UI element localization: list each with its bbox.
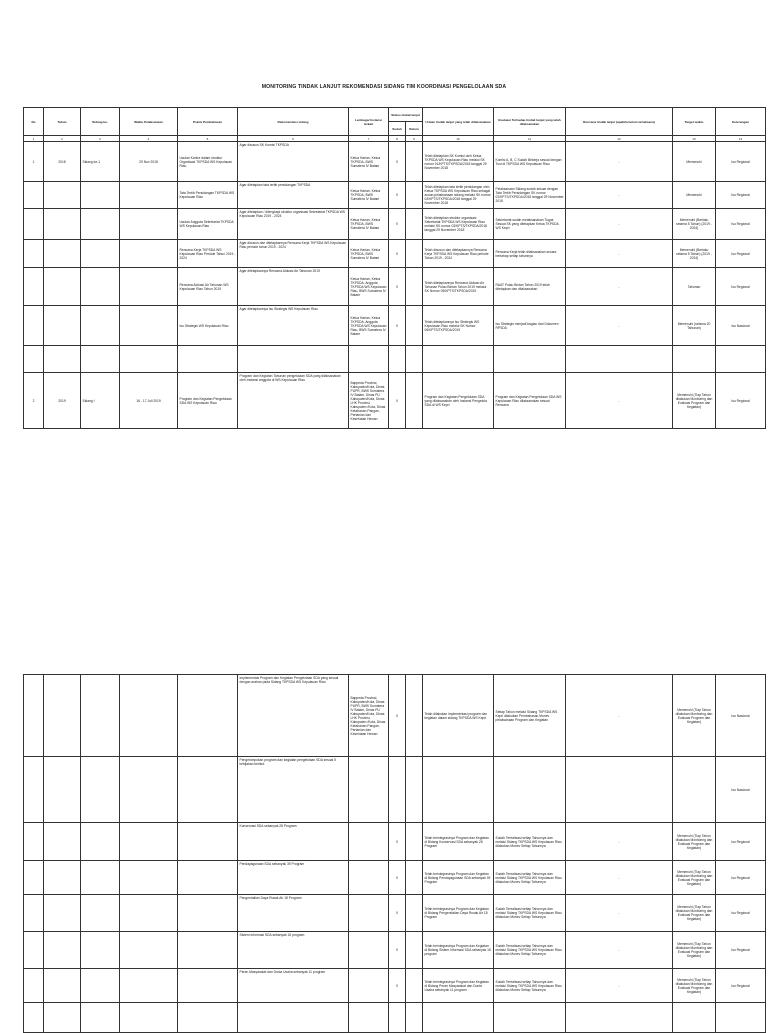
table-cell (24, 757, 44, 823)
header-target: Target waktu (673, 108, 716, 136)
table-cell (81, 182, 120, 209)
table-cell: Memenuhi (Berlaku selama 5 Tahun) (2019 - 2024) (673, 209, 716, 240)
table-cell: V (389, 268, 406, 306)
header-belum: Belum (406, 122, 423, 136)
table-cell (238, 1003, 349, 1033)
table-cell (406, 142, 423, 182)
table-cell (349, 895, 389, 932)
table-row (24, 861, 766, 895)
table-cell: Pengendalian Daya Rusak Air 18 Program (238, 895, 349, 932)
table-cell (44, 1003, 81, 1033)
table-cell (494, 346, 566, 373)
table-cell (120, 182, 178, 209)
table-cell: Memenuhi (Tiap Tahun dilakukan Monitoring dan Evaluasi Program dan Kegiatan) (673, 861, 716, 895)
table-cell (406, 209, 423, 240)
table-cell (716, 1003, 766, 1033)
table-cell: Agar ditetapkannya Isu Strategis WS Kepulauan Riau (238, 306, 349, 346)
table-cell (44, 823, 81, 861)
table-cell: Isu Regional (716, 268, 766, 306)
col-number: 14 (716, 136, 766, 142)
table-cell (24, 969, 44, 1003)
table-cell: Isu Regional (716, 861, 766, 895)
table-cell: Isu Regional (716, 240, 766, 268)
table-row (24, 209, 766, 240)
table-cell (81, 346, 120, 373)
header-tahun: Tahun (44, 108, 81, 136)
table-cell: Program dan Kegiatan Pengelolaan SDA WS Kepulauan Riau (178, 373, 238, 429)
table-cell: Bappeda Provinsi, Kabupaten/Kota, Dinas PUPR, BWS Sumatera IV Batam, Dinas PU Kabupaten/Kota, Dinas LHK Provinsi, Kabupaten /Kota, Dinas Ketahanan Pangan, Pertanian dan Kesehatan Hewan (349, 675, 389, 757)
table-cell: 2 (24, 373, 44, 429)
table-cell: Sudah Terealisasi setiap Tahunnya dan melalui Sidang TKPSDA WS Kepulauan Riau dilakukan Monev Setiap Tahunnya (494, 823, 566, 861)
table-cell: Agar disusun dan ditetapkannya Rencana Kerja TKPSDA WS Kepulauan Riau periode tahun 2019 - 2024 (238, 240, 349, 268)
table-cell: Sidang I (81, 373, 120, 429)
table-row (24, 240, 766, 268)
table-cell (24, 268, 44, 306)
table-cell: V (389, 895, 406, 932)
table-cell (423, 757, 494, 823)
table-row (24, 932, 766, 969)
table-cell: Ketua Harian, Ketua TKPSDA, BWS Sumatera IV Batam (349, 182, 389, 209)
table-cell: Telah terintegrasinya Program dan Kegiatan di Bidang Sistem Informasi SDA sebanyak 16 program (423, 932, 494, 969)
table-cell: Komisi A, B, C Sudah Bekerja sesuai dengan Tusi di TKPSDA WS Kepulauan Riau (494, 142, 566, 182)
table-cell (81, 757, 120, 823)
table-cell: Pendayagunaan SDA sebanyak 39 Program (238, 861, 349, 895)
table-cell: Rencana Kerja telah dilaksanakan secara bertahap setiap tahunnya (494, 240, 566, 268)
table-cell (120, 823, 178, 861)
table-cell (120, 268, 178, 306)
table-cell (44, 861, 81, 895)
table-cell: V (389, 182, 406, 209)
table-cell: - (566, 861, 673, 895)
table-cell (81, 895, 120, 932)
table-cell (178, 675, 238, 757)
table-cell (120, 895, 178, 932)
table-cell: Sudah Terealisasi setiap Tahunnya dan melalui Sidang TKPSDA WS Kepulauan Riau dilakukan Monev Setiap Tahunnya (494, 861, 566, 895)
table-cell (44, 969, 81, 1003)
table-cell: 2018 (44, 142, 81, 182)
table-cell (406, 823, 423, 861)
table-cell: Telah terintegrasinya Program dan Kegiatan di Bidang Peran Masyarakat dan Dunia Usaha sebanyak 11 program (423, 969, 494, 1003)
table-row (24, 182, 766, 209)
table-cell: Isu Nasional (716, 306, 766, 346)
table-cell: Sudah Terealisasi setiap Tahunnya dan melalui Sidang TKPSDA WS Kepulauan Riau dilakukan Monev Setiap Tahunnya (494, 969, 566, 1003)
table-cell: Memenuhi (Tiap Tahun dilakukan Monitoring dan Evaluasi Program dan Kegiatan) (673, 675, 716, 757)
table-row (24, 757, 766, 823)
header-status: Status tindak lanjut (389, 108, 423, 122)
header-lembaga: Lembaga/ Instansi terkait (349, 108, 389, 136)
table-cell: Tahunan (673, 268, 716, 306)
table-cell (120, 240, 178, 268)
table-cell (24, 240, 44, 268)
table-cell (24, 1003, 44, 1033)
table-cell: - (566, 675, 673, 757)
table-cell (120, 675, 178, 757)
table-cell (349, 969, 389, 1003)
table-cell (24, 346, 44, 373)
table-cell (406, 1003, 423, 1033)
table-cell: Isu Regional (716, 932, 766, 969)
table-cell (120, 346, 178, 373)
table-cell: Sudah Terealisasi setiap Tahunnya dan melalui Sidang TKPSDA WS Kepulauan Riau dilakukan Monev Setiap Tahunnya (494, 895, 566, 932)
table-cell (406, 895, 423, 932)
table-cell: - (566, 373, 673, 429)
header-keterangan: Keterangan (716, 108, 766, 136)
table-cell (389, 757, 406, 823)
table-cell (120, 969, 178, 1003)
table-row (24, 969, 766, 1003)
table-cell: - (566, 932, 673, 969)
table-row (24, 1003, 766, 1033)
table-cell: Bappeda Provinsi, Kabupaten/Kota, Dinas PUPR, BWS Sumatera IV Batam, Dinas PU Kabupaten/Kota, Dinas LHK Provinsi, Kabupaten /Kota, Dinas Ketahanan Pangan, Pertanian dan Kesehatan Hewan (349, 373, 389, 429)
table-cell: Memenuhi (Tiap Tahun dilakukan Monitoring dan Evaluasi Program dan Kegiatan) (673, 932, 716, 969)
col-number: 6 (238, 136, 349, 142)
table-cell (673, 757, 716, 823)
table-cell (44, 306, 81, 346)
table-cell: Sudah Terealisasi setiap Tahunnya dan melalui Sidang TKPSDA WS Kepulauan Riau dilakukan Monev Setiap Tahunnya (494, 932, 566, 969)
table-cell (81, 675, 120, 757)
table-cell: Memenuhi (673, 182, 716, 209)
table-cell: Rencana Kerja TKPSDA WS Kepulauan Riau Periode Tahun 2019 - 2024 (178, 240, 238, 268)
table-cell: Ketua Harian, Ketua TKPSDA, Anggota TKPSDA WS Kepulauan Riau, BWS Sumatera IV Batam (349, 268, 389, 306)
table-cell (24, 306, 44, 346)
col-number: 2 (44, 136, 81, 142)
table-cell: Rencana Alokasi Air Tahunan WS Kepulauan Riau Tahun 2019 (178, 268, 238, 306)
table-cell (81, 861, 120, 895)
table-cell (24, 182, 44, 209)
table-cell: RAAT Pulau Bintan Tahun 2019 telah ditetapkan dan dilaksanakan (494, 268, 566, 306)
table-cell (44, 675, 81, 757)
table-row (24, 373, 766, 429)
table-cell: Pengelompokan program dan kegiatan pengelolaan SDA sesuai 5 kebijakan berikut (238, 757, 349, 823)
table-cell (44, 895, 81, 932)
table-cell (406, 240, 423, 268)
table-cell: Setiap Tahun melalui Sidang TKPSDA WS Kepri dilakukan Pembahasan Monev pelaksanaan Program dan Kegiatan (494, 675, 566, 757)
table-cell (81, 209, 120, 240)
table-cell: V (389, 240, 406, 268)
table-cell (494, 1003, 566, 1033)
table-cell: Implementasi Program dan Kegiatan Pengelolaan SDA yang sesuai dengan arahan pada Sidang TKPSDA WS Kepulauan Riau (238, 675, 349, 757)
table-cell: 2019 (44, 373, 81, 429)
col-number: 3 (81, 136, 120, 142)
table-cell (406, 373, 423, 429)
table-cell (566, 346, 673, 373)
table-cell: Isu Regional (716, 209, 766, 240)
table-cell (81, 932, 120, 969)
table-cell: Isu Regional (716, 373, 766, 429)
table-cell (24, 209, 44, 240)
table-cell: Isu Regional (716, 182, 766, 209)
table-cell: Program dan Kegiatan Tahunan pengelolaan SDA yang dilaksanakan oleh Instansi anggota di WS Kepulauan Riau (238, 373, 349, 429)
table-cell (24, 675, 44, 757)
table-cell (120, 757, 178, 823)
table-cell: Konservasi SDA sebanyak 28 Program (238, 823, 349, 861)
table-cell (44, 182, 81, 209)
table-row (24, 346, 766, 373)
table-cell: Telah terintegrasinya Program dan Kegiatan di Bidang Konservasi SDA sebanyak 28 Program (423, 823, 494, 861)
table-cell: Agar ditetapkan / dilengkapi struktur organisasi Sekretariat TKPSDA WS Kepulauan Riau 2019 - 2024 (238, 209, 349, 240)
table-cell: - (566, 306, 673, 346)
header-rekomendasi: Rekomendasi sidang (238, 108, 349, 136)
table-cell (81, 240, 120, 268)
table-cell (120, 1003, 178, 1033)
table-cell: V (389, 142, 406, 182)
table-cell (494, 757, 566, 823)
table-cell: Isu Nasional (716, 757, 766, 823)
table-cell: - (566, 895, 673, 932)
table-cell: 16 - 17 Juli 2019 (120, 373, 178, 429)
col-number: 1 (24, 136, 44, 142)
table-cell: Memenuhi (Tiap Tahun dilakukan Monitoring dan Evaluasi Program dan Kegiatan) (673, 895, 716, 932)
table-cell (566, 1003, 673, 1033)
table-cell (406, 675, 423, 757)
col-number: 4 (120, 136, 178, 142)
table-cell: Telah ditetapkan SK Komisi oleh Ketua TKPSDA WS Kepulauan Riau melalui SK nomor 01/KPTS/TKPSDA/2018 tanggal 29 November 2018 (423, 142, 494, 182)
header-rencana: Rencana tindak lanjut (apabila belum terlaksana) (566, 108, 673, 136)
table-cell: Telah ditetapkannya Isu Strategis WS Kepulauan Riau melalui SK Nomor 06/KPTS/TKPSDA/2019 (423, 306, 494, 346)
table-cell: Telah terintegrasinya Program dan Kegiatan di Bidang Pengendalian Daya Rusak Air 18 Program (423, 895, 494, 932)
table-cell (24, 823, 44, 861)
table-cell (44, 757, 81, 823)
col-number: 10 (423, 136, 494, 142)
table-cell (120, 306, 178, 346)
table-cell (120, 209, 178, 240)
table-cell: Memenuhi (Tiap Tahun dilakukan Monitoring dan Evaluasi Program dan Kegiatan) (673, 969, 716, 1003)
table-cell: Isu Regional (716, 969, 766, 1003)
table-cell (716, 346, 766, 373)
table-cell: Memenuhi (selama 20 Tahunan) (673, 306, 716, 346)
table-cell: Ketua Harian, Ketua TKPSDA, Anggota TKPSDA WS Kepulauan Riau, BWS Sumatera IV Batam (349, 306, 389, 346)
table-cell (406, 182, 423, 209)
header-uraian: Uraian tindak lanjut yang telah dilaksanakan (423, 108, 494, 136)
table-row (24, 142, 766, 182)
table-cell (406, 932, 423, 969)
table-row (24, 268, 766, 306)
table-cell (44, 209, 81, 240)
header-evaluasi: Evaluasi Terhadap tindak lanjut yang telah dilaksanakan (494, 108, 566, 136)
table-cell (389, 346, 406, 373)
table-cell: Pelaksanaan Sidang sudah sesuai dengan Tata Tertib Persidangan SK nomor 02/KPTS/TKPSDA/2018 tanggal 29 November 2018 (494, 182, 566, 209)
table-cell: Sidang ke-1 (81, 142, 120, 182)
table-cell: - (566, 240, 673, 268)
table-cell (406, 268, 423, 306)
table-cell: - (566, 209, 673, 240)
table-cell: Peran Masyarakat dan Dunia Usaha sebanyak 11 program (238, 969, 349, 1003)
table-cell (673, 346, 716, 373)
table-cell (24, 861, 44, 895)
header-waktu: Waktu Pelaksanaan (120, 108, 178, 136)
table-cell: Sekretariat sudah melaksanakan Tugas Sesuai SK yang ditetapkan Ketua TKPSDA WS Kepri (494, 209, 566, 240)
header-no: No (24, 108, 44, 136)
table-cell (349, 861, 389, 895)
document-title: MONITORING TINDAK LANJUT REKOMENDASI SIDANG TIM KOORDINASI PENGELOLAAN SDA (261, 84, 507, 90)
table-cell: Ketua Harian, Ketua TKPSDA, BWS Sumatera IV Batam (349, 240, 389, 268)
table-cell: Sistem Informasi SDA sebanyak 16 program (238, 932, 349, 969)
table-cell (178, 895, 238, 932)
table-cell (24, 895, 44, 932)
col-number: 8 (389, 136, 406, 142)
col-number: 12 (566, 136, 673, 142)
table-cell: Isu Regional (716, 823, 766, 861)
table-cell (81, 969, 120, 1003)
table-row (24, 895, 766, 932)
table-cell (178, 861, 238, 895)
table-cell: Program dan Kegiatan Pengelolaan SDA WS Kepulauan Riau dilaksanakan sesuai Rencana (494, 373, 566, 429)
col-number: 5 (178, 136, 238, 142)
table-row (24, 306, 766, 346)
table-cell (238, 346, 349, 373)
table-cell (566, 757, 673, 823)
table-cell: Agar ditetapkan tata tertib persidangan TKPSDA (238, 182, 349, 209)
table-cell: V (389, 373, 406, 429)
col-number: 11 (494, 136, 566, 142)
table-cell (44, 240, 81, 268)
table-cell: Isu Regional (716, 895, 766, 932)
table-cell (81, 268, 120, 306)
table-cell: Ketua Harian, Ketua TKPSDA, BWS Sumatera IV Batam (349, 209, 389, 240)
table-cell (423, 1003, 494, 1033)
table-cell: V (389, 675, 406, 757)
table-cell: Isu Strategis WS Kepulauan Riau (178, 306, 238, 346)
table-cell (44, 932, 81, 969)
table-cell (178, 969, 238, 1003)
table-cell: 29 Nov 2018 (120, 142, 178, 182)
table-cell: V (389, 209, 406, 240)
table-cell: - (566, 969, 673, 1003)
table-cell (423, 346, 494, 373)
table-cell: Agar disusun SK Komisi TKPSDA (238, 142, 349, 182)
table-cell (349, 932, 389, 969)
table-cell: V (389, 306, 406, 346)
table-cell: Program dan Kegiatan Pengelolaan SDA yang dilaksanakan oleh Instansi Pengelola SDA di WS Kepri (423, 373, 494, 429)
table-cell: Agar ditetapkannya Rencana Alokasi Air Tahunan 2019 (238, 268, 349, 306)
col-number: 9 (406, 136, 423, 142)
table-cell (406, 861, 423, 895)
table-cell (24, 932, 44, 969)
monitoring-table-page-2 (23, 674, 766, 1033)
table-cell: Telah ditetapkannya Rencana Alokasi Air Tahunan Pulau Bintan Tahun 2019 melalui SK Nomor 05/KPTS/TKPSDA/2019 (423, 268, 494, 306)
table-cell: V (389, 969, 406, 1003)
table-cell: Telah terintegrasinya Program dan Kegiatan di Bidang Pendayagunaan SDA sebanyak 39 Program (423, 861, 494, 895)
table-cell (44, 268, 81, 306)
table-cell (349, 1003, 389, 1033)
table-cell: - (566, 823, 673, 861)
table-cell: Isu Nasional (716, 675, 766, 757)
table-cell (349, 823, 389, 861)
table-cell (406, 757, 423, 823)
table-cell (178, 823, 238, 861)
table-cell: Telah dilakukan implementasi program dan kegiatan dalam sidang TKPSDA WS Kepri (423, 675, 494, 757)
table-cell (349, 757, 389, 823)
table-cell: V (389, 932, 406, 969)
table-cell (178, 932, 238, 969)
table-cell (673, 1003, 716, 1033)
table-cell: 1 (24, 142, 44, 182)
monitoring-table-page-1 (23, 107, 766, 429)
table-cell: Memenuhi (673, 142, 716, 182)
table-cell: Tata Tertib Persidangan TKPSDA WS Kepulauan Riau (178, 182, 238, 209)
table-cell: Telah ditetapkan struktur organisasi Sekretariat TKPSDA WS Kepulauan Riau melalui SK nomor 03/KPTS/TKPSDA/2018 tanggal 29 November 2018 (423, 209, 494, 240)
table-cell (406, 306, 423, 346)
table-cell: - (566, 268, 673, 306)
table-cell (120, 861, 178, 895)
table-cell (81, 823, 120, 861)
table-cell: Usulan Kantor dalam struktur Organisasi TKPSDA WS Kepulauan Riau (178, 142, 238, 182)
table-cell: Memenuhi (Tiap Tahun dilakukan Monitoring dan Evaluasi Program dan Kegiatan) (673, 373, 716, 429)
table-cell (178, 1003, 238, 1033)
table-cell: Isu Regional (716, 142, 766, 182)
table-cell: V (389, 861, 406, 895)
header-sudah: Sudah (389, 122, 406, 136)
table-cell (178, 346, 238, 373)
header-pokok: Pokok Pembahasan (178, 108, 238, 136)
table-cell (349, 346, 389, 373)
table-cell: Memenuhi (Berlaku selama 5 Tahun) (2019 - 2024) (673, 240, 716, 268)
table-cell: Usulan Anggota Sekretariat TKPSDA WS Kepulauan Riau (178, 209, 238, 240)
table-cell (406, 346, 423, 373)
table-row (24, 823, 766, 861)
table-cell: - (566, 182, 673, 209)
table-cell (406, 969, 423, 1003)
col-number: 13 (673, 136, 716, 142)
table-cell (120, 932, 178, 969)
col-number: 7 (349, 136, 389, 142)
table-cell (81, 306, 120, 346)
header-sidang: Sidang ke- (81, 108, 120, 136)
table-cell: Ketua Harian, Ketua TKPSDA, BWS Sumatera IV Batam (349, 142, 389, 182)
table-cell (81, 1003, 120, 1033)
table-cell: Telah disusun dan ditetapkannya Rencana Kerja TKPSDA WS Kepulauan Riau periode Tahun 2019 - 2024 (423, 240, 494, 268)
table-cell (389, 1003, 406, 1033)
table-cell: Telah ditetapkan tata tertib persidangan oleh Ketua TKPSDA WS Kepulauan Riau sebagai acuan pelaksanaan sidang melalui SK nomor 02/KPTS/TKPSDA/2018 tanggal 29 November 2018 (423, 182, 494, 209)
table-cell (178, 757, 238, 823)
table-row (24, 675, 766, 757)
table-cell (44, 346, 81, 373)
table-cell: - (566, 142, 673, 182)
table-cell: Isu Strategis menjadi bagian dari Dokumen RPSDA (494, 306, 566, 346)
table-cell: V (389, 823, 406, 861)
table-cell: Memenuhi (Tiap Tahun dilakukan Monitoring dan Evaluasi Program dan Kegiatan) (673, 823, 716, 861)
